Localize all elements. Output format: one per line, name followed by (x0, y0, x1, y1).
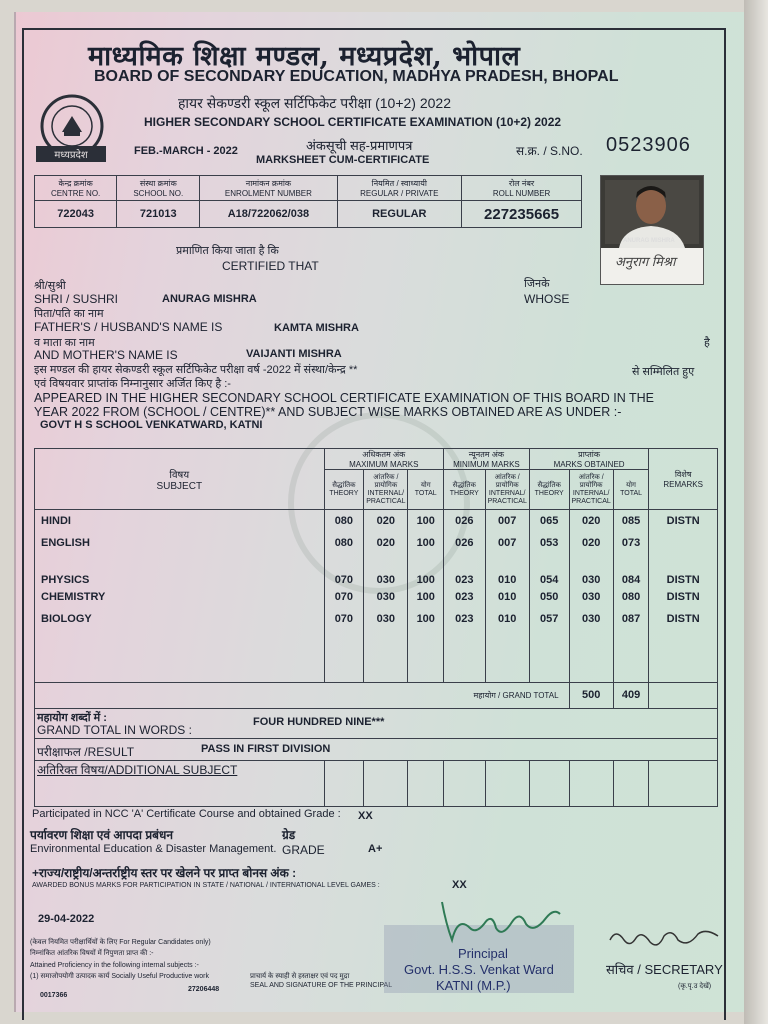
secretary-label: सचिव / SECRETARY (606, 962, 723, 977)
whose-label-hindi: जिनके (524, 278, 550, 290)
certified-english: CERTIFIED THAT (222, 259, 319, 273)
ncc-grade: XX (358, 810, 373, 822)
mother-label: AND MOTHER'S NAME IS (34, 348, 178, 362)
obtained-header-hi: प्राप्तांक (578, 450, 601, 459)
centre-number: 722043 (35, 201, 117, 228)
max-total-header (408, 470, 444, 510)
obt-total-header (613, 470, 649, 510)
mark-remark: DISTN (649, 554, 718, 586)
mark-min-in: 007 (485, 532, 529, 554)
mark-remark: DISTN (649, 510, 718, 533)
stamp-line-2: Govt. H.S.S. Venkat Ward (404, 962, 554, 977)
max-header-hi: अधिकतम अंक (362, 450, 406, 459)
mark-min-th: 023 (444, 554, 486, 586)
max-header-en: MAXIMUM MARKS (349, 460, 419, 469)
mark-max-th: 080 (324, 532, 364, 554)
exam-title-english: HIGHER SECONDARY SCHOOL CERTIFICATE EXAMINATION (10+2) 2022 (144, 115, 562, 129)
mark-ob-th: 053 (529, 532, 569, 554)
school-name: GOVT H S SCHOOL VENKATWARD, KATNI (40, 419, 263, 431)
mark-max-tot: 100 (408, 554, 444, 586)
appeared-hindi-3: एवं विषयवार प्राप्तांक निम्नानुसार अर्जित किए है :- (34, 378, 231, 390)
school-number: 721013 (117, 201, 200, 228)
issue-date: 29-04-2022 (38, 913, 95, 925)
regular-header (337, 176, 462, 201)
mark-ob-in: 020 (569, 510, 613, 533)
mark-ob-tot: 080 (613, 586, 649, 608)
mark-min-th: 023 (444, 586, 486, 608)
footer-note-1: (केवल नियमित परीक्षार्थियों के लिए For Regular Candidates only) (30, 939, 211, 946)
emblem-text: मध्यप्रदेश (54, 150, 88, 161)
subject-name: ENGLISH (35, 532, 325, 554)
certified-hindi: प्रमाणित किया जाता है कि (176, 245, 279, 257)
min-theory-hi: सैद्धांतिक (452, 481, 476, 489)
whose-label: WHOSE (524, 292, 570, 306)
mark-ob-th: 065 (529, 510, 569, 533)
max-theory-en: THEORY (329, 489, 359, 497)
school-header-hi: संस्था क्रमांक (139, 179, 177, 188)
principal-seal-hindi: प्राचार्य के स्याही से हस्ताक्षर एवं पद मुद्रा (250, 973, 350, 980)
min-theory-header (444, 470, 486, 510)
min-theory-en: THEORY (449, 489, 479, 497)
obtained-header (529, 449, 648, 470)
min-internal-hi: आंतरिक / प्रायोगिक (494, 473, 520, 489)
mark-min-in: 010 (485, 554, 529, 586)
footer-note-2: निम्नांकित आंतरिक विषयों में निपुणता प्राप्त की :- (30, 950, 154, 957)
school-header-en: SCHOOL NO. (133, 189, 184, 198)
mark-ob-th: 050 (529, 586, 569, 608)
page-edge (744, 0, 768, 1024)
empty-cell (408, 630, 444, 682)
mark-ob-th: 057 (529, 608, 569, 630)
obt-internal-en: INTERNAL/ PRACTICAL (571, 489, 611, 505)
marks-row (35, 608, 718, 630)
additional-subject-label (35, 760, 325, 806)
min-header-hi: न्यूनतम अंक (468, 450, 505, 459)
footer-note-4: (1) समाजोपयोगी उत्पादक कार्य Socially Useful Productive work (30, 973, 209, 980)
appeared-hindi-1: इस मण्डल की हायर सेकण्डरी स्कूल सर्टिफिकेट परीक्षा वर्ष -2022 में संस्था/केन्द्र ** (34, 364, 358, 376)
mark-max-in: 030 (364, 586, 408, 608)
max-theory-header (324, 470, 364, 510)
mark-min-th: 026 (444, 532, 486, 554)
obt-theory-hi: सैद्धांतिक (537, 481, 561, 489)
remarks-header-en: REMARKS (663, 480, 703, 489)
words-label: GRAND TOTAL IN WORDS : (37, 722, 192, 737)
bonus-label-hindi: +राज्य/राष्ट्रीय/अन्तर्राष्ट्रीय स्तर पर खेलने पर प्राप्त बोनस अंक : (32, 866, 297, 880)
obtained-header-en: MARKS OBTAINED (553, 460, 625, 469)
max-internal-header (364, 470, 408, 510)
grade-label: GRADE (282, 843, 325, 857)
empty-cell (364, 630, 408, 682)
footer-code-2: 27206448 (188, 986, 220, 993)
marks-row (35, 586, 718, 608)
regular-header-en: REGULAR / PRIVATE (360, 189, 439, 198)
candidate-status: REGULAR (337, 201, 462, 228)
exam-session: FEB.-MARCH - 2022 (134, 145, 238, 157)
mark-max-in: 030 (364, 554, 408, 586)
father-name: KAMTA MISHRA (274, 322, 359, 334)
board-emblem-icon (30, 94, 112, 164)
mark-max-in: 020 (364, 510, 408, 533)
grand-total-obtained: 409 (613, 682, 649, 708)
marksheet-title-english: MARKSHEET CUM-CERTIFICATE (256, 154, 430, 166)
env-label: Environmental Education & Disaster Management. (30, 843, 277, 855)
remarks-header-hi: विशेष (674, 470, 692, 479)
result-row (35, 738, 718, 760)
mother-name: VAIJANTI MISHRA (246, 348, 342, 360)
mother-label-hindi: व माता का नाम (34, 337, 95, 349)
min-internal-en: INTERNAL/ PRACTICAL (487, 489, 527, 505)
hai-text: है (704, 337, 710, 349)
marks-table (34, 448, 718, 807)
subject-name: BIOLOGY (35, 608, 325, 630)
ncc-label: Participated in NCC 'A' Certificate Course and obtained Grade : (32, 808, 341, 820)
subject-header (35, 449, 325, 510)
max-theory-hi: सैद्धांतिक (332, 481, 356, 489)
mark-max-th: 070 (324, 608, 364, 630)
obt-internal-header (569, 470, 613, 510)
mark-min-in: 010 (485, 608, 529, 630)
subject-header-en: SUBJECT (156, 480, 203, 492)
enrolment-header-en: ENROLMENT NUMBER (224, 189, 312, 198)
env-grade: A+ (368, 843, 383, 855)
grand-total-words: FOUR HUNDRED NINE*** (253, 715, 385, 728)
subject-name: HINDI (35, 510, 325, 533)
max-header (324, 449, 443, 470)
marks-empty-row (35, 630, 718, 682)
mark-max-th: 070 (324, 554, 364, 586)
empty-cell (444, 630, 486, 682)
appeared-hindi-2: से सम्मिलित हुए (632, 366, 695, 378)
mark-remark (649, 532, 718, 554)
mark-max-th: 070 (324, 586, 364, 608)
candidate-id-table (34, 175, 582, 228)
shri-label-hindi: श्री/सुश्री (34, 280, 66, 292)
regular-header-hi: नियमित / स्वाध्यायी (371, 179, 427, 188)
mark-max-th: 080 (324, 510, 364, 533)
mark-ob-th: 054 (529, 554, 569, 586)
mark-min-th: 026 (444, 510, 486, 533)
mark-ob-in: 030 (569, 608, 613, 630)
obt-total-hi: योग (626, 481, 636, 489)
mark-min-th: 023 (444, 608, 486, 630)
photo-caption: ANURAG MISHRA (623, 238, 675, 244)
candidate-photo (600, 175, 704, 285)
result-value: PASS IN FIRST DIVISION (201, 742, 331, 755)
principal-seal-english: SEAL AND SIGNATURE OF THE PRINCIPAL (250, 982, 393, 989)
words-label-hindi: महायोग शब्दों में : (37, 711, 107, 724)
mark-max-in: 020 (364, 532, 408, 554)
footer-note-3: Attained Proficiency in the following internal subjects :- (30, 962, 199, 969)
stamp-line-1: Principal (458, 946, 508, 961)
mark-max-tot: 100 (408, 608, 444, 630)
empty-cell (35, 630, 325, 682)
enrolment-header-hi: नामांकन क्रमांक (245, 179, 292, 188)
centre-header-en: CENTRE NO. (50, 189, 101, 198)
centre-header-hi: केन्द्र क्रमांक (58, 179, 93, 188)
mark-ob-tot: 073 (613, 532, 649, 554)
candidate-name: ANURAG MISHRA (162, 293, 257, 305)
obt-internal-hi: आंतरिक / प्रायोगिक (578, 473, 604, 489)
board-title-english: BOARD OF SECONDARY EDUCATION, MADHYA PRADESH, BHOPAL (94, 68, 619, 85)
obt-theory-en: THEORY (534, 489, 564, 497)
env-label-hindi: पर्यावरण शिक्षा एवं आपदा प्रबंधन (30, 828, 174, 842)
photo-signature: अनुराग मिश्रा (615, 254, 676, 269)
stamp-line-3: KATNI (M.P.) (436, 978, 511, 993)
grand-total-max: 500 (569, 682, 613, 708)
max-internal-en: INTERNAL/ PRACTICAL (366, 489, 406, 505)
mark-ob-in: 020 (569, 532, 613, 554)
empty-cell (324, 630, 364, 682)
marks-row (35, 510, 718, 533)
bonus-label: AWARDED BONUS MARKS FOR PARTICIPATION IN STATE / NATIONAL / INTERNATIONAL LEVEL GAMES : (32, 882, 380, 889)
max-total-hi: योग (420, 481, 431, 489)
serial-number: 0523906 (606, 134, 691, 156)
father-label: FATHER'S / HUSBAND'S NAME IS (34, 320, 223, 334)
secretary-signature-icon (606, 920, 724, 954)
enrolment-header (200, 176, 337, 201)
mark-ob-tot: 087 (613, 608, 649, 630)
mark-ob-in: 030 (569, 586, 613, 608)
min-header (444, 449, 530, 470)
grade-label-hindi: ग्रेड (282, 828, 296, 842)
roll-number: 227235665 (462, 201, 582, 228)
principal-signature-icon (436, 894, 566, 950)
empty-cell (485, 630, 529, 682)
centre-header (35, 176, 117, 201)
mark-max-tot: 100 (408, 532, 444, 554)
exam-title-hindi: हायर सेकण्डरी स्कूल सर्टिफिकेट परीक्षा (10+2) 2022 (178, 95, 451, 111)
min-internal-header (485, 470, 529, 510)
obt-theory-header (529, 470, 569, 510)
turn-over-note: (कृ.पृ.उ देखें) (678, 983, 712, 990)
mark-remark: DISTN (649, 586, 718, 608)
mark-ob-tot: 085 (613, 510, 649, 533)
marks-row (35, 554, 718, 586)
obt-total-en: TOTAL (620, 489, 643, 497)
appeared-english-1: APPEARED IN THE HIGHER SECONDARY SCHOOL CERTIFICATE EXAMINATION OF THIS BOARD IN THE (34, 391, 655, 405)
mark-max-tot: 100 (408, 510, 444, 533)
subject-name: PHYSICS (35, 554, 325, 586)
mark-max-tot: 100 (408, 586, 444, 608)
appeared-english-2: YEAR 2022 FROM (SCHOOL / CENTRE)** AND SUBJECT WISE MARKS OBTAINED ARE AS UNDER :- (34, 405, 622, 419)
grand-total-label: महायोग / GRAND TOTAL (35, 682, 570, 708)
empty-cell (649, 630, 718, 682)
subject-name: CHEMISTRY (35, 586, 325, 608)
roll-header (462, 176, 582, 201)
roll-header-hi: रोल नंबर (508, 179, 535, 188)
subject-header-hi: विषय (169, 469, 190, 481)
enrolment-number: A18/722062/038 (200, 201, 337, 228)
mark-max-in: 030 (364, 608, 408, 630)
marks-row (35, 532, 718, 554)
school-header (117, 176, 200, 201)
roll-header-en: ROLL NUMBER (492, 189, 551, 198)
mark-remark: DISTN (649, 608, 718, 630)
result-label: परीक्षाफल /RESULT (37, 744, 135, 759)
additional-subject-text: अतिरिक्त विषय/ADDITIONAL SUBJECT (37, 762, 238, 777)
max-total-en: TOTAL (414, 489, 437, 497)
empty-cell (529, 630, 569, 682)
mark-min-in: 010 (485, 586, 529, 608)
serial-number-label: स.क्र. / S.NO. (516, 144, 583, 158)
mark-min-in: 007 (485, 510, 529, 533)
bonus-marks: XX (452, 879, 467, 891)
mark-ob-tot: 084 (613, 554, 649, 586)
marksheet-title-hindi: अंकसूची सह-प्रमाणपत्र (306, 138, 413, 153)
father-label-hindi: पिता/पति का नाम (34, 308, 104, 320)
footer-code-1: 0017366 (40, 992, 68, 999)
empty-cell (613, 630, 649, 682)
max-internal-hi: आंतरिक / प्रायोगिक (373, 473, 399, 489)
words-row (35, 708, 718, 738)
mark-ob-in: 030 (569, 554, 613, 586)
empty-cell (569, 630, 613, 682)
board-title-hindi: माध्यमिक शिक्षा मण्डल, मध्यप्रदेश, भोपाल (88, 41, 521, 72)
min-header-en: MINIMUM MARKS (453, 460, 520, 469)
remarks-header (649, 449, 718, 510)
shri-label: SHRI / SUSHRI (34, 292, 119, 306)
